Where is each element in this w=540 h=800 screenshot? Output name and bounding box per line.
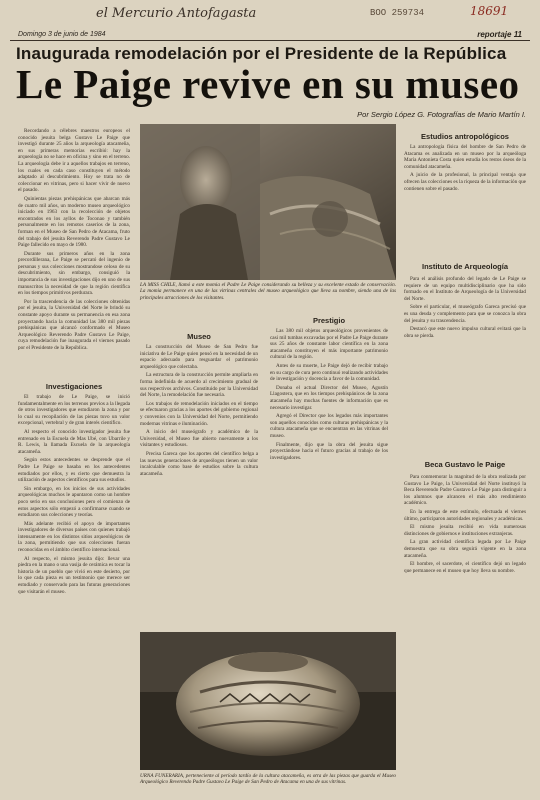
urn-photo-image [140, 632, 396, 770]
column-4-estudios [404, 144, 526, 252]
column-1-intro [18, 128, 130, 354]
paragraph: El mismo jesuita recibió en vida numerosas distinciones de gobiernos e instituciones extranjeras. [404, 524, 526, 537]
caption-text: LA MISS CHILE, llamó a este momia el Padre Le Paige considerando su belleza y su excelente estado de conservación. La momia permanece en una de las vitrinas centrales del museo arqueológico que lleva su nombre, siendo una de las principales atracciones de los visitantes. [140, 282, 396, 301]
paragraph: A inicio del museógrafo y académico de la Universidad, el Museo fue abierto nuevamente a los visitantes y estudiosos. [140, 429, 258, 449]
column-4-instituto [404, 276, 526, 448]
paragraph: Antes de su muerte, Le Paige dejó de recibir trabajo en su cargo de cura pero continuó realizando actividades de investigación y docencia a favor de la comunidad. [270, 362, 388, 383]
page-number: 11 [513, 30, 522, 39]
paragraph: Las 380 mil objetos arqueológicos provenientes de casi mil tumbas excavadas por el Padre Le Paige durante sus 25 años de constante labor científica en la zona atacameña constituyen el más importante patrimonio cultural de la región. [270, 328, 388, 361]
photo-miss-chile-mummy [140, 124, 396, 280]
byline: Por Sergio López G. Fotografías de Mario Martín I. [357, 110, 526, 119]
section-header-estudios: Estudios antropológicos [421, 132, 509, 141]
paragraph: En la entrega de este estímulo, efectuada el viernes último, participaron autoridades regionales y académicas. [404, 508, 526, 522]
paragraph: Destacó que este nuevo impulso cultural evitará que la obra se pierda. [404, 326, 526, 339]
column-3-prestigio [270, 328, 388, 626]
paragraph: Por la trascendencia de las colecciones obtenidas por el jesuita, la Universidad del Norte le brindó su constante apoyo durante su permanencia en esa zona proyectando hacia la comunidad las 380 mil piezas prehispánicas que alcanzó conformado el Museo Arqueológico Reverendo Padre Gustavo Le Paige, cuya remodelación fue inaugurada el viernes pasado por el Presidente de la República. [18, 298, 130, 351]
paragraph: El trabajo de Le Paige, se inició fundamentalmente en los terrenos previos a la llegada de otros investigadores que estudiaron la zona y por lo cual su recopilación de las piezas tuvo un valor excepcional, vertebral y de gran interés científico. [18, 394, 130, 427]
archive-mark: 18691 [470, 4, 509, 18]
caption-urna [140, 773, 396, 786]
caption-miss-chile [140, 282, 396, 301]
paragraph: Más adelante recibió el apoyo de importantes investigadores de diversos países con quienes trabajó intensamente en los distintos sitios arqueológicos de la zona, permitiendo que sus colecciones fueran reconocidas en el ámbito científico internacional. [18, 520, 130, 554]
paragraph: Quinientas piezas prehispánicas que abarcan más de cuatro mil años, un moderno museo arqueológico iniciado en 1963 con la recolección de objetos encontrados en los ayllos de Toconao y también personalmente en los remotos caseríos de la zona, forman en el Museo de San Pedro de Atacama, fruto del trabajo del jesuita Reverendo Padre Gustavo Le Paige fallecido en mayo de 1980. [18, 195, 130, 249]
paragraph: La estructura de la construcción permite ampliarla en forma indefinida de acuerdo al crecimiento gradual de sus respectivos archivos. Constituido por la Universidad del Norte, la remodelación fue necesaria. [140, 372, 258, 399]
archive-code: BOO 259734 [370, 8, 425, 18]
handwritten-source: el Mercurio Antofagasta [96, 6, 257, 21]
page-header [10, 30, 530, 41]
section-name: reportaje [477, 30, 512, 39]
headline-title: Le Paige revive en su museo [16, 61, 520, 107]
paragraph: Los trabajos de remodelación iniciados en el tiempo se efectuaron gracias a los aportes del gobierno regional y convenios con la Universidad del Norte, permitiendo modernas vitrinas e iluminación. [140, 400, 258, 427]
paragraph: Al respecto, el mismo jesuita dijo: llevar una piedra en la mano o una vasija de cerámica es tocar la historia de un pueblo que vivió en este desierto, por lo que cada pieza es un testimonio que merece ser estudiado y conservado para las futuras generaciones que visitarán el museo. [18, 555, 130, 595]
paragraph: Sobre el particular, el museógrafo Gareca precisó que es una deuda y complemento para que se conozca la obra del jesuita y su trascendencia. [404, 304, 526, 324]
paragraph: Agregó el Director que los legados más importantes son aquellos conocidos como culturas prehispánicas y la cultura atacameña que se encuentran en las vitrinas del museo. [270, 413, 388, 439]
paragraph: La construcción del Museo de San Pedro fue iniciativa de Le Paige quien pensó en la necesidad de un espacio adecuado para resguardar el patrimonio arqueológico que colectaba. [140, 344, 258, 370]
paragraph: La antropología física del hombre de San Pedro de Atacama es analizada en un museo por la arqueóloga María Antonieta Costa quien estudia los restos óseos de la comunidad atacameña. [404, 144, 526, 170]
section-header-instituto: Instituto de Arqueología [422, 262, 508, 271]
column-4-beca [404, 474, 526, 786]
paragraph: Finalmente, dijo que la obra del jesuita sigue proyectándose hacia el futuro gracias al trabajo de los investigadores. [270, 441, 388, 461]
paragraph: El hombre, el sacerdote, el científico dejó un legado que permanece en el museo que hoy lleva su nombre. [404, 561, 526, 574]
section-header-prestigio: Prestigio [312, 316, 346, 325]
paragraph: Precisa Gareca que los aportes del científico belga a las nuevas generaciones de arqueólogos tienen un valor incalculable como base de estudios sobre la cultura atacameña. [140, 450, 258, 477]
paragraph: Al respecto el conocido investigador jesuita fue entrenado en la Escuela de Mas Ubé, con Ubarrile y R. Lewis, la llamada Escuela de la arqueología atacameña. [18, 428, 130, 455]
headline-kicker: Inaugurada remodelación por el Presidente de la República [16, 44, 507, 63]
paragraph: Recordando a célebres maestros europeos el conocido jesuita belga Gustavo Le Paige que investigó durante 25 años la arqueología atacameña, en sus primeras memorias escribió: hay la arqueología no se hace en oficina y sino en el terreno. La arqueología debe ir a aquellos trabajos en terreno, los cuales en cada caso constituyen el método adaptado al descubrimiento. Hoy se trata no de coleccionar en vitrinas, pero si hacer vivir de nuevo el pasado. [18, 128, 130, 194]
caption-text: URNA FUNERARIA, perteneciente al período tardío de la cultura atacameña, es otra de las piezas que guarda el Museo Arqueológico Reverendo Padre Gustavo Le Paige de San Pedro de Atacama en una de sus vitrinas. [140, 773, 396, 786]
section-header-museo: Museo [187, 332, 211, 341]
paragraph: Según estos antecedentes se desprende que el Padre Le Paige se basaba en los antecedentes estudiados por ellos, y es cierto que demuestra la utilización de aspectos científicos para sus estudios. [18, 457, 130, 484]
paragraph: Para conmemorar la magnitud de la obra realizada por Gustavo Le Paige, la Universidad del Norte instituyó la Beca Reverendo Padre Gustavo Le Paige para distinguir a los alumnos que alcancen el más alto rendimiento académico. [404, 474, 526, 507]
section-header-beca: Beca Gustavo le Paige [424, 460, 506, 469]
paragraph: La gran actividad científica legada por Le Paige demuestra que su obra seguirá vigente en la zona atacameña. [404, 539, 526, 559]
paragraph: Durante sus primeros años en la zona precordillerana, Le Paige se percató del ingenio de personas y sus colecciones mostrandose celoso de su descubrimiento, sin embargo, consiguió la importancia de sus investigaciones dijo en uno de sus manuscritos la necesidad de que la región científica en los tiempos primitivos perdurara. [18, 250, 130, 297]
issue-date: Domingo 3 de junio de 1984 [18, 31, 106, 38]
paragraph: Sin embargo, en los inicios de sus actividades arqueológicas muchos le apuntaron como un hombre poco serio en sus conclusiones pero el comienzo de estos aspectos sólo empezó a confirmarse cuando se estudiaron sus colecciones y teorías. [18, 485, 130, 519]
column-1-investigaciones [18, 394, 130, 786]
mummy-photo-image [140, 124, 396, 280]
section-label [477, 30, 522, 39]
photo-funerary-urn [140, 632, 396, 770]
column-2-museo [140, 344, 258, 626]
section-header-investigaciones: Investigaciones [45, 382, 103, 391]
paragraph: Donaba el actual Director del Museo, Agustín Llagostera, que en los tiempos prehispánicos de la zona atacameña hay muchas fuentes de información que es necesario investigar. [270, 384, 388, 411]
paragraph: Para el análisis profundo del legado de Le Paige se requiere de un equipo multidisciplinario que ha sido formado en el Instituto de Arqueología de la Universidad del Norte. [404, 276, 526, 302]
paragraph: A juicio de la profesional, la principal ventaja que ofrecen las colecciones es la riqueza de la información que contienen sobre el pasado. [404, 172, 526, 192]
